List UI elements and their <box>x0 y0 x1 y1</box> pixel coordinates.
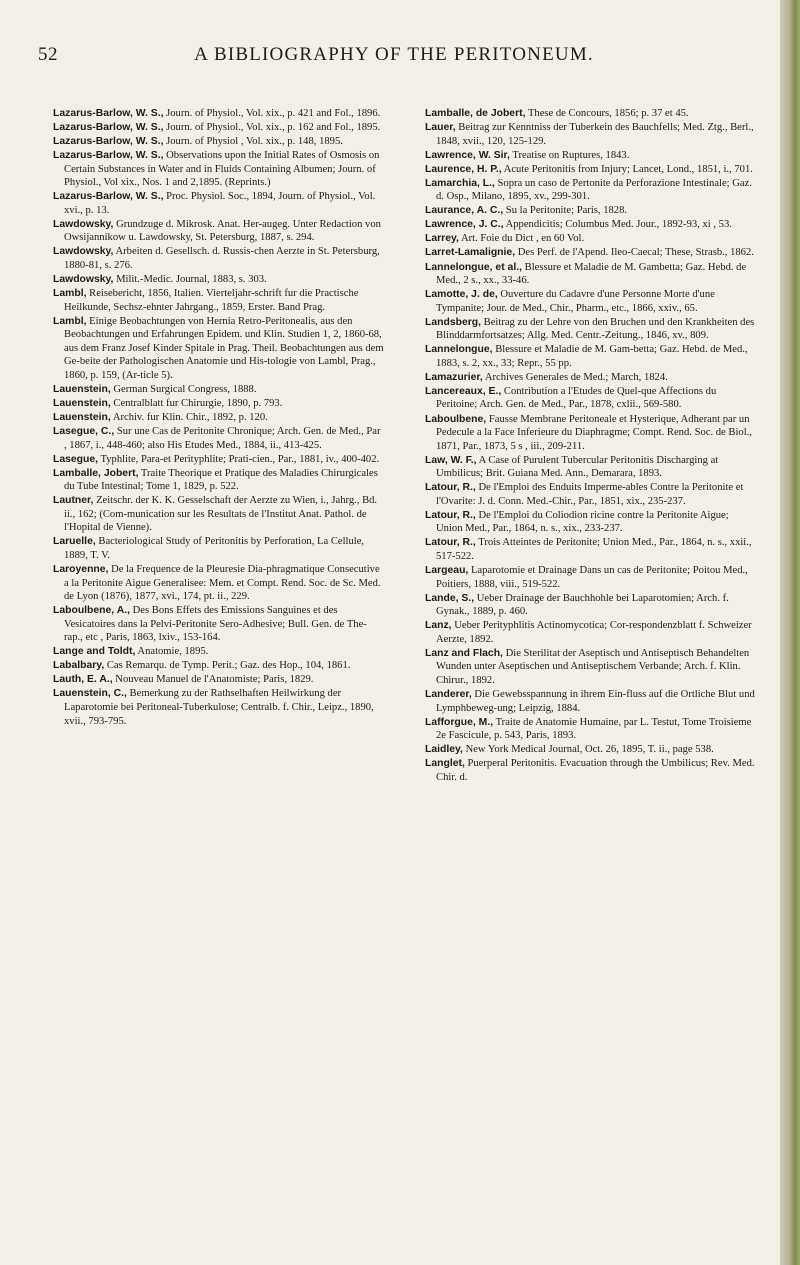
right-column <box>425 107 757 785</box>
page-edge <box>780 0 800 1265</box>
entry-author: Largeau, <box>425 565 469 577</box>
entry-author: Laidley, <box>425 744 463 756</box>
entry-citation: Milit.-Medic. Journal, 1883, s. 303. <box>113 274 267 286</box>
entry-author: Lauenstein, <box>53 383 111 395</box>
bibliography-entry <box>53 494 385 535</box>
entry-citation: Proc. Physiol. Soc., 1894, Journ. of Physiol., Vol. xvi., p. 13. <box>64 191 376 216</box>
bibliography-entry <box>53 659 385 673</box>
entry-citation: Laparotomie et Drainage Dans un cas de Peritonite; Poitou Med., Poitiers, 1888, viii., 519-522. <box>436 565 748 590</box>
entry-author: Lauth, E. A., <box>53 674 113 686</box>
entry-citation: German Surgical Congress, 1888. <box>110 383 257 395</box>
entry-citation: Journ. of Physiol., Vol. xix., p. 162 and Fol., 1895. <box>163 122 381 134</box>
entry-citation: Traite Theorique et Pratique des Maladies Chirurgicales du Tube Intestinal; Tome 1, 1829, p. 522. <box>64 467 378 493</box>
left-column <box>53 107 385 729</box>
entry-author: Lazarus-Barlow, W. S., <box>53 150 164 162</box>
entry-author: Larret-Lamalignie, <box>425 247 516 259</box>
bibliography-entry <box>53 411 385 425</box>
bibliography-entry <box>53 273 385 287</box>
entry-citation: A Case of Purulent Tubercular Peritonitis Discharging at Umbilicus; Brit. Guiana Med. Ann., Demarara, 1893. <box>436 454 719 480</box>
entry-citation: Art. Foie du Dict , en 60 Vol. <box>458 233 585 245</box>
bibliography-entry <box>425 385 757 412</box>
entry-author: Lande, S., <box>425 592 475 604</box>
entry-author: Lafforgue, M., <box>425 716 494 728</box>
entry-citation: Traite de Anatomie Humaine, par L. Testut, Tome Troisieme 2e Fascicule, p. 543, Paris, 1893. <box>436 716 752 742</box>
entry-author: Lazarus-Barlow, W. S., <box>53 191 164 203</box>
entry-citation: Treatise on Ruptures, 1843. <box>509 149 630 161</box>
entry-author: Lawrence, J. C., <box>425 219 504 231</box>
entry-author: Lamballe, Jobert, <box>53 467 139 479</box>
entry-citation: Die Sterilitat der Aseptisch und Antiseptisch Behandelten Wunden unter Aseptischen und Antiseptischem Verbande; Arch. f. Klin. Chirur., 1892. <box>436 647 750 686</box>
entry-citation: Die Gewebsspannung in ihrem Ein-fluss auf die Ortliche Blut und Lymphbeweg-ung; Leipzig, 1884. <box>436 688 755 714</box>
entry-citation: Ueber Drainage der Bauchhohle bei Laparotomien; Arch. f. Gynak., 1889, p. 460. <box>436 592 729 618</box>
entry-author: Latour, R., <box>425 509 476 521</box>
entry-citation: Cas Remarqu. de Tymp. Perit.; Gaz. des Hop., 104, 1861. <box>104 660 351 672</box>
bibliography-entry <box>425 343 757 370</box>
entry-author: Lanz, <box>425 620 452 632</box>
bibliography-entry <box>425 716 757 743</box>
bibliography-entry <box>53 425 385 452</box>
entry-citation: Appendicitis; Columbus Med. Jour., 1892-93, xi , 53. <box>503 219 732 231</box>
entry-author: Lannelongue, <box>425 344 493 356</box>
entry-author: Labalbary, <box>53 660 105 672</box>
bibliography-entry <box>425 454 757 481</box>
entry-citation: De l'Emploi du Coliodion ricine contre la Peritonite Aigue; Union Med., Par., 1864, n. s., xix., 233-237. <box>436 509 729 535</box>
entry-citation: Bacteriological Study of Peritonitis by Perforation, La Cellule, 1889, T. V. <box>64 536 365 561</box>
bibliography-entry <box>53 121 385 135</box>
entry-citation: Reisebericht, 1856, Italien. Vierteljahr-schrift fur die Practische Heilkunde, Sechsz-ehnter Jahrgang., 1859, Erster. Band Prag. <box>64 288 359 313</box>
entry-author: Laurance, A. C., <box>425 205 504 217</box>
bibliography-entry <box>425 647 757 688</box>
bibliography-entry <box>425 288 757 315</box>
entry-author: Lamarchia, L., <box>425 177 495 189</box>
bibliography-entry <box>53 453 385 467</box>
entry-citation: Archives Generales de Med.; March, 1824. <box>482 371 668 383</box>
bibliography-entry <box>425 246 757 260</box>
bibliography-entry <box>53 604 385 645</box>
entry-author: Lamballe, de Jobert, <box>425 108 526 119</box>
bibliography-entry <box>53 218 385 245</box>
bibliography-entry <box>53 135 385 149</box>
entry-author: Lazarus-Barlow, W. S., <box>53 108 164 119</box>
entry-author: Lawdowsky, <box>53 246 114 258</box>
bibliography-entry <box>425 163 757 177</box>
entry-citation: Anatomie, 1895. <box>135 646 209 658</box>
bibliography-entry <box>53 245 385 272</box>
entry-citation: Trois Atteintes de Peritonite; Union Med., Par., 1864, n. s., xxii., 517-522. <box>436 537 752 562</box>
running-title: A BIBLIOGRAPHY OF THE PERITONEUM. <box>194 44 594 65</box>
bibliography-entry <box>425 536 757 563</box>
entry-author: Landsberg, <box>425 316 482 328</box>
entry-citation: Grundzuge d. Mikrosk. Anat. Her-augeg. Unter Redaction von Owsijannikow u. Lawdowsky, St. Petersburg, 1887, s. 294. <box>64 218 381 244</box>
entry-author: Laboulbene, A., <box>53 605 130 617</box>
entry-author: Langlet, <box>425 758 465 770</box>
bibliography-entry <box>425 121 757 148</box>
bibliography-entry <box>425 149 757 163</box>
entry-author: Lauenstein, C., <box>53 688 127 700</box>
bibliography-entry <box>425 232 757 246</box>
page-number: 52 <box>38 44 58 65</box>
entry-citation: Contribution a l'Etudes de Quel-que Affections du Peritoine; Arch. Gen. de Med., Par., 1878, cxlii., 569-580. <box>436 385 717 411</box>
entry-citation: Acute Peritonitis from Injury; Lancet, Lond., 1851, i., 701. <box>501 163 753 175</box>
bibliography-entry <box>425 688 757 715</box>
entry-citation: Zeitschr. der K. K. Gesselschaft der Aerzte zu Wien, i., Jahrg., Bd. ii., 162; (Com-munication sur les Resultats de l'Institut Anat. Pathol. de l'Hopital de Vienne). <box>64 495 378 534</box>
entry-author: Latour, R., <box>425 537 476 549</box>
entry-author: Laroyenne, <box>53 564 109 576</box>
entry-author: Lawdowsky, <box>53 274 114 286</box>
entry-citation: Des Bons Effets des Emissions Sanguines et des Vesicatoires dans la Pelvi-Peritonite Sero-Adhesive; Bull. Gen. de The-rap., etc , Paris, 1863, lxiv., 153-164. <box>64 605 367 644</box>
bibliography-entry <box>425 757 757 784</box>
bibliography-entry <box>425 261 757 288</box>
entry-author: Laurence, H. P., <box>425 163 502 175</box>
entry-citation: Observations upon the Initial Rates of Osmosis on Certain Substances in Water and in Fluids Containing Albumen; Journ. of Physiol., Vol xix., Nos. 1 and 2,1895. (Reprints.) <box>64 150 380 189</box>
bibliography-entry <box>425 481 757 508</box>
entry-author: Lazarus-Barlow, W. S., <box>53 136 164 148</box>
entry-citation: Centralblatt fur Chirurgie, 1890, p. 793. <box>110 397 283 409</box>
bibliography-entry <box>425 218 757 232</box>
entry-author: Lambl, <box>53 288 87 300</box>
entry-citation: Puerperal Peritonitis. Evacuation through the Umbilicus; Rev. Med. Chir. d. <box>436 758 755 783</box>
bibliography-entry <box>53 535 385 562</box>
entry-citation: Blessure et Maladie de M. Gam-betta; Gaz. Hebd. de Med., 1883, s. 2, xx., 33; Repr., 55 pp. <box>436 344 748 369</box>
entry-author: Lazarus-Barlow, W. S., <box>53 122 164 134</box>
bibliography-entry <box>425 316 757 343</box>
entry-author: Larrey, <box>425 233 459 245</box>
entry-citation: Su la Peritonite; Paris, 1828. <box>503 205 628 217</box>
bibliography-entry <box>425 413 757 454</box>
entry-author: Lauenstein, <box>53 412 111 424</box>
entry-author: Lasegue, C., <box>53 426 115 438</box>
bibliography-entry <box>53 149 385 190</box>
bibliography-entry <box>53 397 385 411</box>
entry-citation: Ueber Perityphlitis Actinomycotica; Cor-respondenzblatt f. Schweizer Aerzte, 1892. <box>436 620 752 645</box>
entry-citation: De l'Emploi des Enduits Imperme-ables Contre la Peritonite et l'Ovarite: J. d. Conn. Med.-Chir., Par., 1851, xix., 235-237. <box>436 482 744 507</box>
bibliography-entry <box>53 383 385 397</box>
entry-author: Laruelle, <box>53 536 96 548</box>
entry-author: Lawdowsky, <box>53 218 114 230</box>
bibliography-entry <box>425 509 757 536</box>
bibliography-entry <box>53 467 385 494</box>
entry-author: Law, W. F., <box>425 454 477 466</box>
entry-author: Lauer, <box>425 122 456 134</box>
entry-citation: Des Perf. de l'Apend. Ileo-Caecal; These, Strasb., 1862. <box>515 247 754 259</box>
entry-citation: Einige Beobachtungen von Hernia Retro-Peritonealis, aus den Beobachtungen und Erfahrungen Epidem. und Klin. Studien 1, 2, 1860-68, aus dem Franz Josef Kinder Spitale in Prag. Theil. Beobachtungen aus dem Ge-beite der Pathologischen Anatomie und His-tologie von Lambl, Prag., 1860, p. 159, (Ar-ticle 5). <box>64 315 384 381</box>
entry-citation: Bemerkung zu der Rathselhaften Heilwirkung der Laparotomie bei Peritoneal-Tuberkulose; Centralb. f. Chir., Leipz., 1890, xvii., 793-795. <box>64 688 374 727</box>
entry-citation: De la Frequence de la Pleuresie Dia-phragmatique Consecutive a la Peritonite Aigue Generalisee: Mem. et Compt. Rend. Soc. de Sc. Med. de Lyon (1876), 1877, xvi., 174, pt. ii., 229. <box>64 564 381 603</box>
bibliography-entry <box>425 564 757 591</box>
bibliography-entry <box>53 563 385 604</box>
entry-author: Latour, R., <box>425 482 476 494</box>
entry-citation: Sur une Cas de Peritonite Chronique; Arch. Gen. de Med., Par , 1867, i., 448-460; also His Etudes Med., 1884, ii., 413-425. <box>64 426 381 451</box>
entry-author: Lanz and Flach, <box>425 647 503 659</box>
bibliography-entry <box>425 107 757 121</box>
bibliography-entry <box>53 687 385 728</box>
entry-author: Lange and Toldt, <box>53 646 136 658</box>
entry-citation: Beitrag zur Kenntniss der Tuberkein des Bauchfells; Med. Ztg., Berl., 1848, xvii., 120, 125-129. <box>436 122 754 147</box>
bibliography-entry <box>53 190 385 217</box>
entry-author: Lamotte, J. de, <box>425 289 498 301</box>
bibliography-entry <box>53 287 385 314</box>
entry-citation: Arbeiten d. Gesellsch. d. Russis-chen Aerzte in St. Petersburg, 1880-81, s. 276. <box>64 246 380 272</box>
bibliography-entry <box>425 592 757 619</box>
entry-citation: Nouveau Manuel de l'Anatomiste; Paris, 1829. <box>112 674 314 686</box>
entry-citation: Journ. of Physiol , Vol. xix., p. 148, 1895. <box>163 136 343 148</box>
bibliography-entry <box>425 619 757 646</box>
entry-author: Lauenstein, <box>53 397 111 409</box>
entry-author: Lambl, <box>53 315 87 327</box>
bibliography-entry <box>53 673 385 687</box>
entry-citation: Typhlite, Para-et Perityphlite; Prati-cien., Par., 1881, iv., 400-402. <box>98 453 380 465</box>
entry-citation: Fausse Membrane Peritoneale et Hysterique, Adherant par un Pedecule a la Face Inferieure du Diaphragme; Compt. Rend. Soc. de Biol., 1871, Par., 1873, 5 s , iii., 209-211. <box>436 413 752 452</box>
entry-citation: Beitrag zu der Lehre von den Bruchen und den Krankheiten des Blinddarmfortsatzes; Allg. Med. Centr.-Zeitung., 1846, xv., 809. <box>436 316 755 342</box>
entry-author: Lawrence, W. Sir, <box>425 149 510 161</box>
page-header <box>38 44 750 70</box>
entry-citation: Ouverture du Cadavre d'une Personne Morte d'une Tympanite; Jour. de Med., Chir., Pharm., etc., 1866, xxiv., 65. <box>436 289 715 314</box>
entry-citation: Blessure et Maladie de M. Gambetta; Gaz. Hebd. de Med., 2 s., xx., 33-46. <box>436 261 747 287</box>
entry-author: Landerer, <box>425 688 472 700</box>
entry-citation: These de Concours, 1856; p. 37 et 45. <box>525 108 689 119</box>
entry-citation: New York Medical Journal, Oct. 26, 1895, T. ii., page 538. <box>462 744 714 756</box>
entry-citation: Sopra un caso de Pertonite da Perforazione Intestinale; Gaz. d. Osp., Milano, 1895, xv., 299-301. <box>436 177 752 203</box>
entry-author: Laboulbene, <box>425 413 487 425</box>
bibliography-entry <box>53 315 385 383</box>
entry-author: Lannelongue, et al., <box>425 261 522 273</box>
entry-citation: Journ. of Physiol., Vol. xix., p. 421 and Fol., 1896. <box>163 108 381 119</box>
entry-author: Lasegue, <box>53 453 99 465</box>
bibliography-entry <box>53 645 385 659</box>
entry-author: Lautner, <box>53 495 94 507</box>
bibliography-entry <box>425 743 757 757</box>
entry-citation: Archiv. fur Klin. Chir., 1892, p. 120. <box>110 412 268 424</box>
entry-author: Lamazurier, <box>425 371 483 383</box>
bibliography-entry <box>425 204 757 218</box>
bibliography-entry <box>425 371 757 385</box>
bibliography-entry <box>53 107 385 121</box>
entry-author: Lancereaux, E., <box>425 385 502 397</box>
bibliography-entry <box>425 177 757 204</box>
